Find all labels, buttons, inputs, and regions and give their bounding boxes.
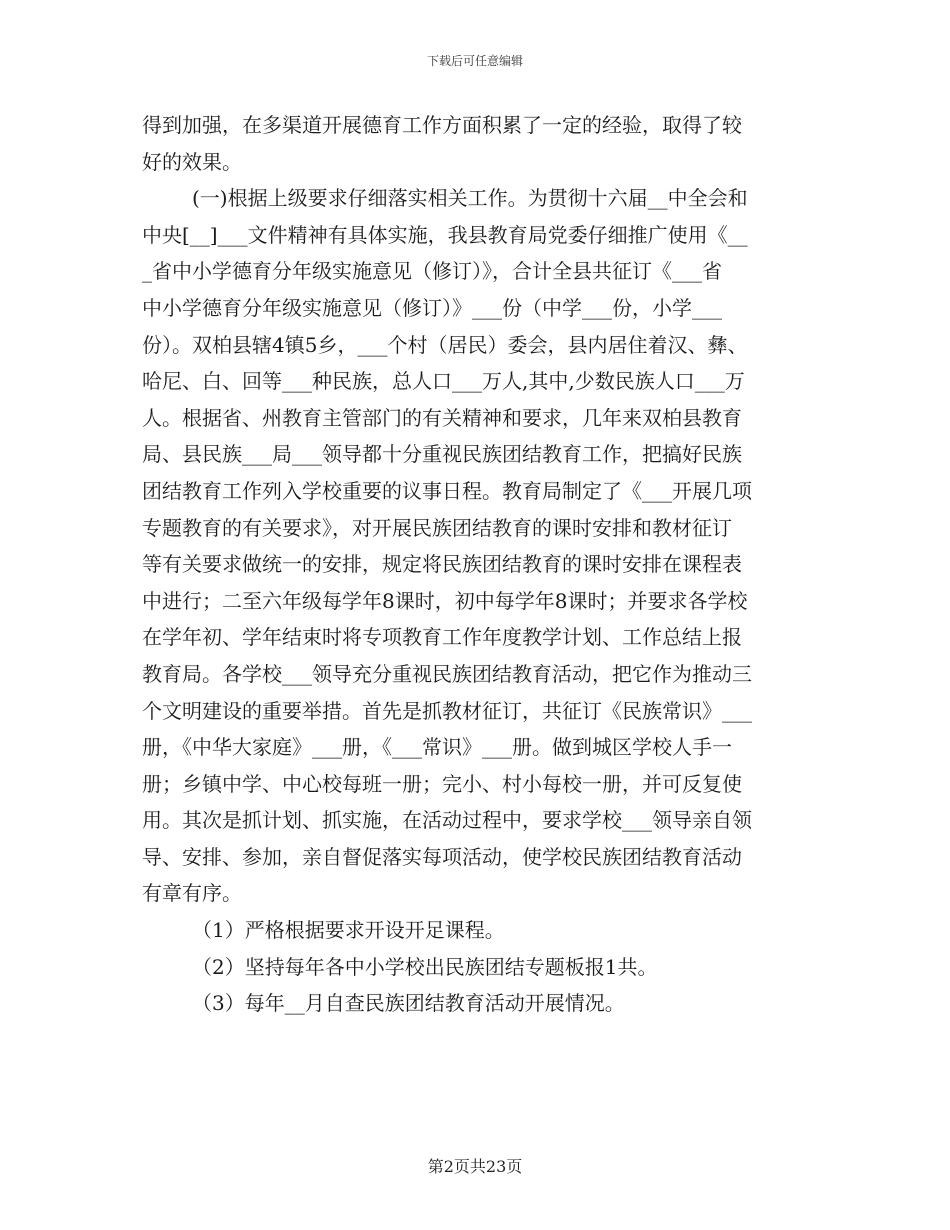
body-line: _省中小学德育分年级实施意见（修订）》，合计全县共征订《___省 xyxy=(142,259,722,284)
body-line: 册；乡镇中学、中心校每班一册；完小、村小每校一册，并可反复使 xyxy=(142,771,742,796)
section-heading-line: (一)根据上级要求仔细落实相关工作。为贯彻十六届__中全会和 xyxy=(192,186,748,211)
body-line: 人。根据省、州教育主管部门的有关精神和要求，几年来双柏县教育 xyxy=(142,405,742,430)
body-line: 好的效果。 xyxy=(142,149,242,174)
body-line: 等有关要求做统一的安排，规定将民族团结教育的课时安排在课程表 xyxy=(142,552,742,577)
body-line: 教育局。各学校___领导充分重视民族团结教育活动，把它作为推动三 xyxy=(142,661,752,686)
body-line: 导、安排、参加，亲自督促落实每项活动，使学校民族团结教育活动 xyxy=(142,844,742,869)
list-item: （3）每年__月自查民族团结教育活动开展情况。 xyxy=(192,991,625,1016)
body-line: 用。其次是抓计划、抓实施，在活动过程中，要求学校___领导亲自领 xyxy=(142,808,752,833)
body-line: 中进行；二至六年级每学年8课时，初中每学年8课时；并要求各学校 xyxy=(142,588,748,613)
list-item: （1）严格根据要求开设开足课程。 xyxy=(192,918,505,943)
page-header: 下载后可任意编辑 xyxy=(426,54,523,68)
body-line: 份）。双柏县辖4镇5乡，___个村（居民）委会，县内居住着汉、彝、 xyxy=(142,332,748,357)
list-item: （2）坚持每年各中小学校出民族团结专题板报1共。 xyxy=(192,954,658,979)
body-line: 哈尼、白、回等___种民族，总人口___万人,其中,少数民族人口___万 xyxy=(142,369,745,394)
body-line: 专题教育的有关要求》，对开展民族团结教育的课时安排和教材征订 xyxy=(142,515,732,540)
body-line: 中小学德育分年级实施意见（修订）》___份（中学___份，小学___ xyxy=(142,295,722,320)
body-line: 有章有序。 xyxy=(142,881,242,906)
body-line: 得到加强，在多渠道开展德育工作方面积累了一定的经验，取得了较 xyxy=(142,113,742,137)
body-line: 个文明建设的重要举措。首先是抓教材征订，共征订《民族常识》___ xyxy=(142,698,752,723)
body-line: 册，《中华大家庭》___册，《___常识》___册。做到城区学校人手一 xyxy=(142,735,732,760)
body-line: 团结教育工作列入学校重要的议事日程。教育局制定了《___开展几项 xyxy=(142,478,752,503)
body-line: 在学年初、学年结束时将专项教育工作年度教学计划、工作总结上报 xyxy=(142,625,742,650)
document-body xyxy=(142,107,807,1022)
page-number: 第2页共23页 xyxy=(427,1157,523,1176)
body-line: 中央[__]___文件精神有具体实施，我县教育局党委仔细推广使用《__ xyxy=(142,222,748,247)
body-line: 局、县民族___局___领导都十分重视民族团结教育工作，把搞好民族 xyxy=(142,442,742,467)
